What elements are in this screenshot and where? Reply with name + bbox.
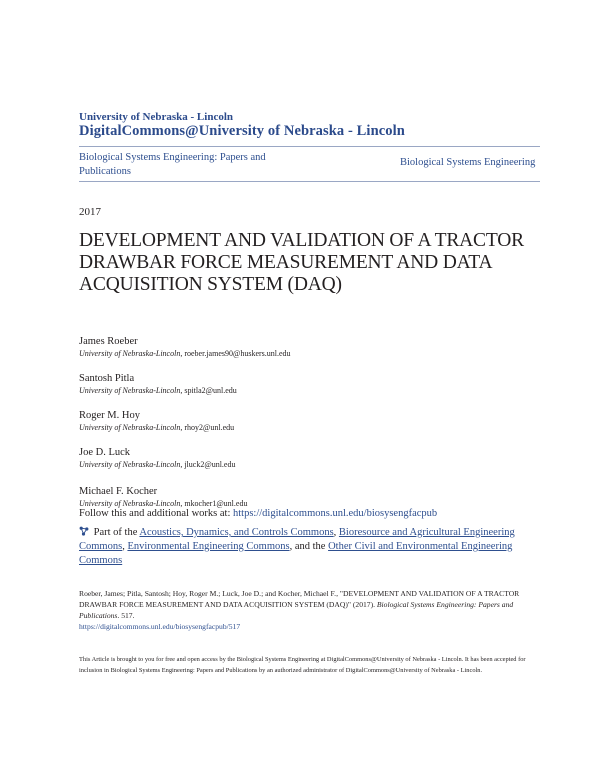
author-block [79, 486, 247, 508]
repository-name[interactable]: DigitalCommons@University of Nebraska - Lincoln [79, 123, 405, 139]
follow-text: Follow this and additional works at: [79, 508, 231, 519]
affiliation-text: University of Nebraska-Lincoln [79, 460, 181, 469]
author-affiliation: University of Nebraska-Lincoln, spitla2@unl.edu [79, 386, 237, 395]
author-email[interactable]: roeber.james90@huskers.unl.edu [184, 349, 291, 358]
author-name: Michael F. Kocher [79, 486, 158, 497]
author-email[interactable]: mkocher1@unl.edu [184, 499, 248, 508]
author-affiliation: University of Nebraska-Lincoln, mkocher1@unl.edu [79, 499, 248, 508]
citation-number: . 517. [117, 611, 135, 620]
author-block [79, 410, 234, 432]
header-divider-bottom [79, 181, 540, 182]
author-affiliation: University of Nebraska-Lincoln, jluck2@unl.edu [79, 460, 236, 469]
author-affiliation: University of Nebraska-Lincoln, rhoy2@unl.edu [79, 423, 235, 432]
commons-link-acoustics[interactable]: Acoustics, Dynamics, and Controls Commons [139, 527, 334, 538]
citation-journal: Biological Systems Engineering: Papers and Publications [79, 600, 514, 620]
part-of-commons: Part of the Acoustics, Dynamics, and Controls Commons, Bioresource and Agricultural Engineering Commons, Environmental Engineering Commons, and the Other Civil and Environmental Engineering Commons [79, 527, 515, 566]
series-link[interactable]: Biological Systems Engineering: Papers and Publications [79, 152, 266, 177]
author-name: Roger M. Hoy [79, 410, 140, 421]
access-statement: This Article is brought to you for free and open access by the Biological Systems Engineering at DigitalCommons@University of Nebraska - Lincoln. It has been accepted for inclusion in Biological Systems Engineering: Papers and Publications by an authorized administrator of DigitalCommons@University of Nebraska - Lincoln. [79, 656, 526, 674]
commons-link-civil[interactable]: Other Civil and Environmental Engineering Commons [79, 541, 513, 566]
network-icon [79, 526, 89, 536]
university-name[interactable]: University of Nebraska - Lincoln [79, 111, 233, 123]
author-name: James Roeber [79, 336, 138, 347]
part-of-prefix: Part of the [93, 527, 138, 538]
author-block [79, 336, 291, 358]
department-link[interactable]: Biological Systems Engineering [400, 157, 536, 168]
commons-link-bioresource[interactable]: Bioresource and Agricultural Engineering Commons [79, 527, 515, 552]
recommended-citation [79, 588, 529, 632]
author-email[interactable]: jluck2@unl.edu [184, 460, 236, 469]
affiliation-text: University of Nebraska-Lincoln [79, 499, 181, 508]
author-name: Joe D. Luck [79, 447, 131, 458]
publication-year: 2017 [79, 206, 101, 218]
article-title: DEVELOPMENT AND VALIDATION OF A TRACTOR DRAWBAR FORCE MEASUREMENT AND DATA ACQUISITION SYSTEM (DAQ) [79, 230, 524, 295]
author-block [79, 373, 237, 395]
author-affiliation: University of Nebraska-Lincoln, roeber.james90@huskers.unl.edu [79, 349, 291, 358]
author-email[interactable]: rhoy2@unl.edu [184, 423, 235, 432]
affiliation-text: University of Nebraska-Lincoln [79, 349, 181, 358]
affiliation-text: University of Nebraska-Lincoln [79, 423, 181, 432]
commons-link-environmental[interactable]: Environmental Engineering Commons [127, 541, 290, 552]
citation-text: Roeber, James; Pitla, Santosh; Hoy, Roger M.; Luck, Joe D.; and Kocher, Michael F., "DEVELOPMENT AND VALIDATION OF A TRACTOR DRAWBAR FORCE MEASUREMENT AND DATA ACQUISITION SYSTEM (DAQ)" (2017). [79, 589, 520, 609]
header-divider-top [79, 146, 540, 147]
follow-line [79, 508, 437, 519]
author-email[interactable]: spitla2@unl.edu [184, 386, 237, 395]
affiliation-text: University of Nebraska-Lincoln [79, 386, 181, 395]
citation-url[interactable]: https://digitalcommons.unl.edu/biosysengfacpub/517 [79, 622, 241, 631]
collection-link[interactable]: https://digitalcommons.unl.edu/biosysengfacpub [233, 508, 438, 519]
author-name: Santosh Pitla [79, 373, 135, 384]
author-block [79, 447, 235, 469]
part-of-and: and the [294, 541, 326, 552]
